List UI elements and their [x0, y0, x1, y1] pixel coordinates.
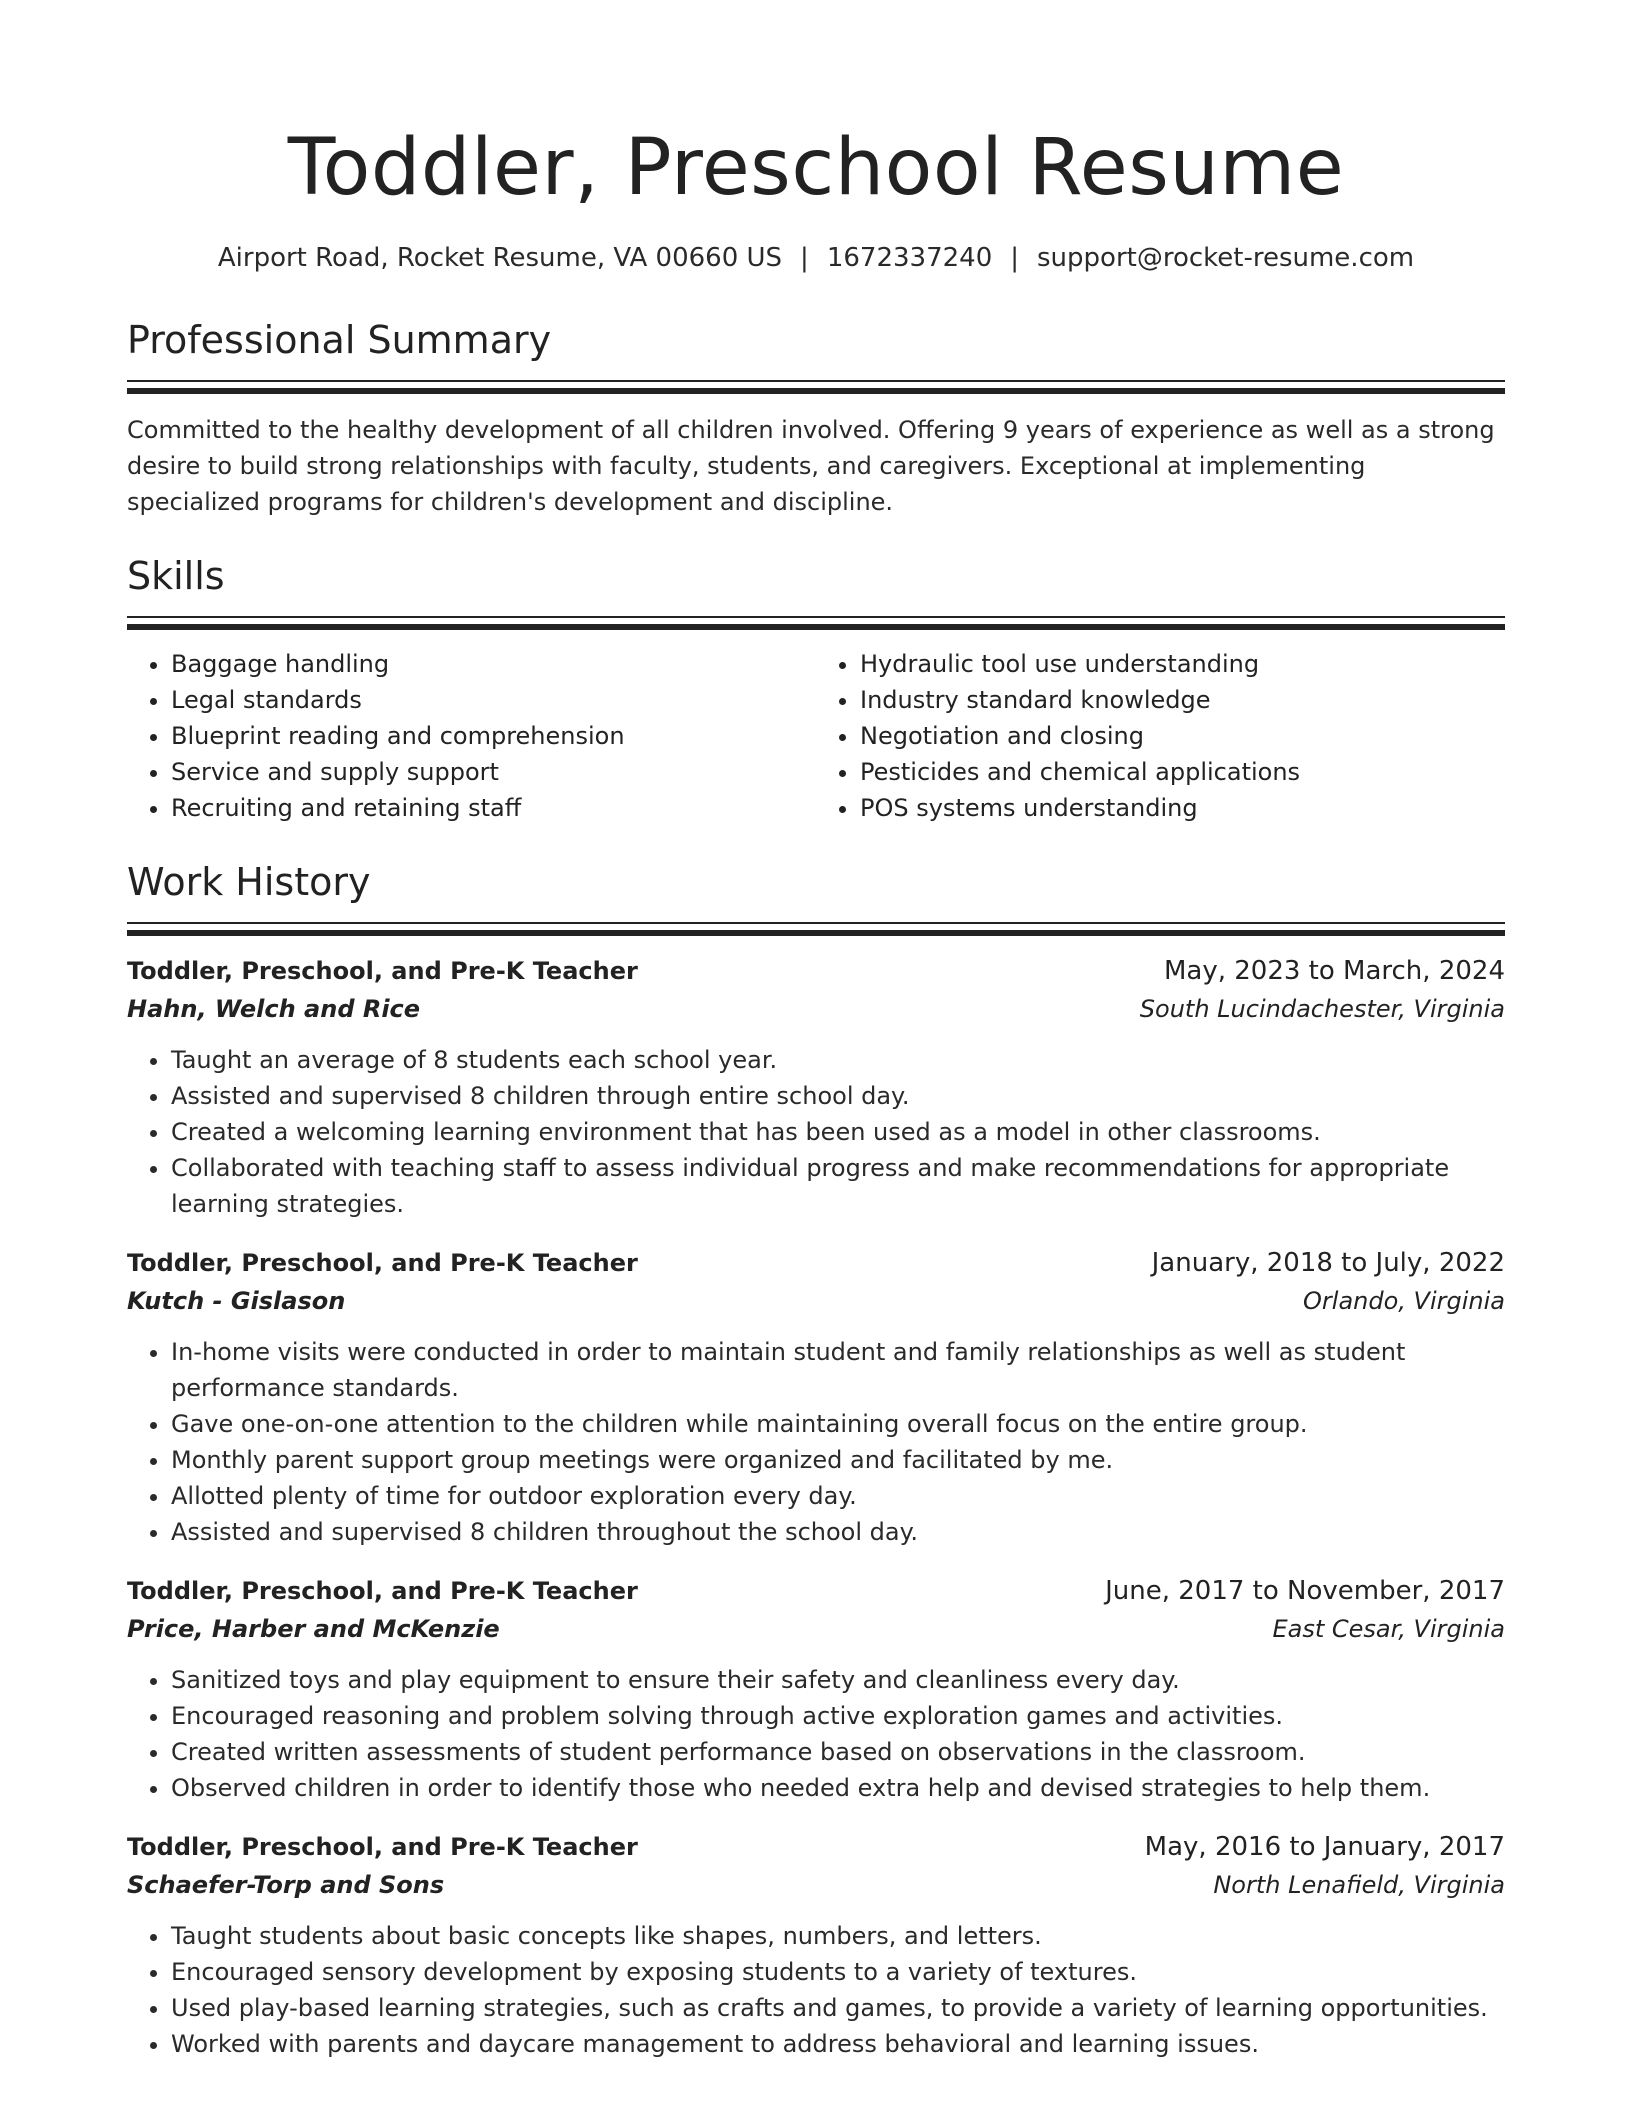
job-bullet: • Created written assessments of student performance based on observations in the classroom.	[171, 1734, 1505, 1770]
job-company: Kutch - Gislason	[127, 1287, 346, 1315]
job-location: Orlando, Virginia	[1303, 1287, 1505, 1315]
contact-separator: |	[1010, 243, 1019, 273]
job-bullet: • Taught students about basic concepts like shapes, numbers, and letters.	[171, 1918, 1505, 1954]
job-bullet: • Encouraged reasoning and problem solving through active exploration games and activities.	[171, 1698, 1505, 1734]
skill-item: • Recruiting and retaining staff	[171, 790, 816, 826]
skills-right-list	[816, 646, 1505, 826]
summary-heading: Professional Summary	[127, 318, 552, 362]
summary-section	[127, 316, 1505, 520]
skill-item: • Service and supply support	[171, 754, 816, 790]
job-company: Price, Harber and McKenzie	[127, 1615, 500, 1643]
job-bullets	[127, 1662, 1505, 1806]
job-bullets	[127, 1042, 1505, 1222]
skill-item: • Hydraulic tool use understanding	[860, 646, 1505, 682]
job-bullets	[127, 1918, 1505, 2062]
job-bullet: • Taught an average of 8 students each school year.	[171, 1042, 1505, 1078]
skill-item: • POS systems understanding	[860, 790, 1505, 826]
resume-name: Toddler, Preschool Resume	[287, 123, 1345, 213]
job-title: Toddler, Preschool, and Pre-K Teacher	[127, 1577, 638, 1605]
job-entry	[127, 952, 1505, 1222]
skills-heading: Skills	[127, 554, 225, 598]
job-bullet: • Assisted and supervised 8 children through entire school day.	[171, 1078, 1505, 1114]
contact-separator: |	[800, 243, 809, 273]
contact-phone: 1672337240	[826, 243, 993, 273]
job-bullet: • Collaborated with teaching staff to assess individual progress and make recommendations for appropriate learning strategies.	[171, 1150, 1505, 1222]
job-location: South Lucindachester, Virginia	[1139, 995, 1505, 1023]
job-header-row	[127, 952, 1505, 990]
job-entry	[127, 1244, 1505, 1550]
skill-item: • Negotiation and closing	[860, 718, 1505, 754]
job-bullets	[127, 1334, 1505, 1550]
skills-section	[127, 552, 1505, 826]
job-bullet: • Encouraged sensory development by exposing students to a variety of textures.	[171, 1954, 1505, 1990]
job-bullet: • Created a welcoming learning environment that has been used as a model in other classrooms.	[171, 1114, 1505, 1150]
job-subheader-row	[127, 1866, 1505, 1904]
job-bullet: • Used play-based learning strategies, such as crafts and games, to provide a variety of learning opportunities.	[171, 1990, 1505, 2026]
work-section	[127, 858, 1505, 2062]
job-title: Toddler, Preschool, and Pre-K Teacher	[127, 1249, 638, 1277]
section-divider	[127, 380, 1505, 394]
job-dates: May, 2016 to January, 2017	[1144, 1832, 1505, 1862]
job-bullet: • Assisted and supervised 8 children throughout the school day.	[171, 1514, 1505, 1550]
work-heading: Work History	[127, 860, 371, 904]
job-title: Toddler, Preschool, and Pre-K Teacher	[127, 957, 638, 985]
job-dates: June, 2017 to November, 2017	[1105, 1576, 1505, 1606]
job-bullet: • Gave one-on-one attention to the children while maintaining overall focus on the entire group.	[171, 1406, 1505, 1442]
skill-item: • Legal standards	[171, 682, 816, 718]
job-bullet: • Allotted plenty of time for outdoor exploration every day.	[171, 1478, 1505, 1514]
job-location: East Cesar, Virginia	[1272, 1615, 1505, 1643]
skill-item: • Baggage handling	[171, 646, 816, 682]
job-header-row	[127, 1572, 1505, 1610]
job-dates: January, 2018 to July, 2022	[1151, 1248, 1505, 1278]
job-subheader-row	[127, 990, 1505, 1028]
skill-item: • Industry standard knowledge	[860, 682, 1505, 718]
job-header-row	[127, 1244, 1505, 1282]
job-header-row	[127, 1828, 1505, 1866]
job-subheader-row	[127, 1610, 1505, 1648]
job-bullet: • Worked with parents and daycare management to address behavioral and learning issues.	[171, 2026, 1505, 2062]
skill-item: • Pesticides and chemical applications	[860, 754, 1505, 790]
summary-text: Committed to the healthy development of all children involved. Offering 9 years of experience as well as a strong desire to build strong relationships with faculty, students, and caregivers. Exceptional at implementing specialized programs for children's development and discipline.	[127, 416, 1495, 516]
skill-item: • Blueprint reading and comprehension	[171, 718, 816, 754]
job-bullet: • Observed children in order to identify those who needed extra help and devised strategies to help them.	[171, 1770, 1505, 1806]
job-entry	[127, 1828, 1505, 2062]
job-entry	[127, 1572, 1505, 1806]
job-company: Hahn, Welch and Rice	[127, 995, 421, 1023]
skills-columns	[127, 646, 1505, 826]
job-subheader-row	[127, 1282, 1505, 1320]
job-location: North Lenafield, Virginia	[1213, 1871, 1505, 1899]
contact-email[interactable]: support@rocket-resume.com	[1037, 243, 1415, 273]
section-divider	[127, 616, 1505, 630]
job-bullet: • Monthly parent support group meetings were organized and facilitated by me.	[171, 1442, 1505, 1478]
contact-address: Airport Road, Rocket Resume, VA 00660 US	[217, 243, 783, 273]
job-dates: May, 2023 to March, 2024	[1163, 956, 1505, 986]
job-title: Toddler, Preschool, and Pre-K Teacher	[127, 1833, 638, 1861]
contact-line	[127, 240, 1505, 276]
job-company: Schaefer-Torp and Sons	[127, 1871, 445, 1899]
skills-left-list	[127, 646, 816, 826]
section-divider	[127, 922, 1505, 936]
job-bullet: • In-home visits were conducted in order to maintain student and family relationships as well as student performance standards.	[171, 1334, 1505, 1406]
job-bullet: • Sanitized toys and play equipment to ensure their safety and cleanliness every day.	[171, 1662, 1505, 1698]
